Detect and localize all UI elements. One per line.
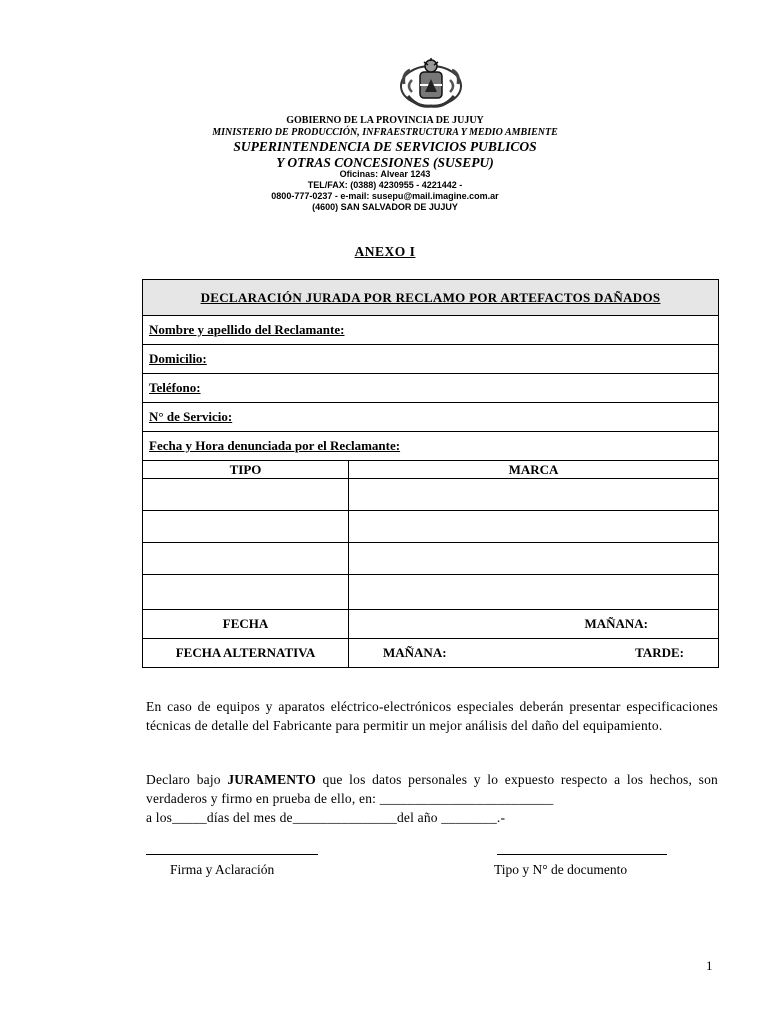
table-cell-tipo[interactable] — [143, 543, 349, 575]
table-cell-marca[interactable] — [349, 575, 719, 610]
field-label: Teléfono: — [149, 380, 201, 395]
field-label: Nombre y apellido del Reclamante: — [149, 322, 345, 337]
form-title-cell — [143, 280, 719, 316]
morning-label: MAÑANA: — [584, 616, 649, 631]
oath-text-before: Declaro bajo — [146, 772, 228, 787]
claim-form-table — [142, 279, 719, 668]
city-address: (4600) SAN SALVADOR DE JUJUY — [312, 202, 458, 212]
oath-bold: JURAMENTO — [227, 772, 316, 787]
alt-afternoon-label: TARDE: — [635, 645, 685, 660]
alt-date-label: FECHA ALTERNATIVA — [143, 639, 349, 668]
column-header-tipo: TIPO — [143, 461, 349, 479]
table-cell-tipo[interactable] — [143, 479, 349, 511]
table-cell-tipo[interactable] — [143, 511, 349, 543]
coat-of-arms-icon — [398, 56, 464, 112]
ministry-heading: MINISTERIO DE PRODUCCIÓN, INFRAESTRUCTURA Y MEDIO AMBIENTE — [212, 127, 558, 138]
field-phone[interactable] — [143, 374, 719, 403]
field-address[interactable] — [143, 345, 719, 374]
signature-line-left[interactable] — [146, 854, 318, 855]
form-title: DECLARACIÓN JURADA POR RECLAMO POR ARTEFACTOS DAÑADOS — [200, 289, 661, 305]
alt-date-cell[interactable] — [349, 639, 719, 668]
field-claimant-name[interactable] — [143, 316, 719, 345]
date-label: FECHA — [143, 610, 349, 639]
date-morning-cell[interactable] — [349, 610, 719, 639]
signature-line-right[interactable] — [497, 854, 667, 855]
alt-morning-label: MAÑANA: — [383, 645, 447, 660]
telfax: TEL/FAX: (0388) 4230955 - 4221442 - — [307, 180, 463, 190]
table-cell-marca[interactable] — [349, 511, 719, 543]
oath-paragraph — [146, 770, 718, 808]
column-header-marca: MARCA — [349, 461, 719, 479]
signature-label-right: Tipo y N° de documento — [494, 862, 628, 877]
government-heading: GOBIERNO DE LA PROVINCIA DE JUJUY — [286, 115, 484, 126]
annex-title: ANEXO I — [354, 244, 416, 259]
oath-date-line: a los_____días del mes de_______________del año ________.- — [146, 810, 506, 825]
field-label: Fecha y Hora denunciada por el Reclamante: — [149, 438, 401, 453]
agency-heading-line1: SUPERINTENDENCIA DE SERVICIOS PUBLICOS — [233, 139, 537, 154]
field-label: Domicilio: — [149, 351, 207, 366]
offices-address: Oficinas: Alvear 1243 — [339, 169, 431, 179]
specs-paragraph: En caso de equipos y aparatos eléctrico-electrónicos especiales deberán presentar especificaciones técnicas de detalle del Fabricante para permitir un mejor análisis del daño del equipamiento. — [146, 699, 718, 733]
table-cell-tipo[interactable] — [143, 575, 349, 610]
agency-heading-line2: Y OTRAS CONCESIONES (SUSEPU) — [276, 155, 494, 170]
table-cell-marca[interactable] — [349, 479, 719, 511]
field-service-number[interactable] — [143, 403, 719, 432]
page-number: 1 — [706, 958, 713, 973]
oath-text-after: que los datos personales y lo expuesto respecto a los hechos, son verdaderos y firmo en prueba de ello, en: _________________________ — [146, 772, 718, 806]
signature-label-left: Firma y Aclaración — [170, 862, 275, 877]
field-label: N° de Servicio: — [149, 409, 233, 424]
table-cell-marca[interactable] — [349, 543, 719, 575]
phone-email: 0800-777-0237 - e-mail: susepu@mail.imagine.com.ar — [271, 191, 499, 201]
field-reported-datetime[interactable] — [143, 432, 719, 461]
